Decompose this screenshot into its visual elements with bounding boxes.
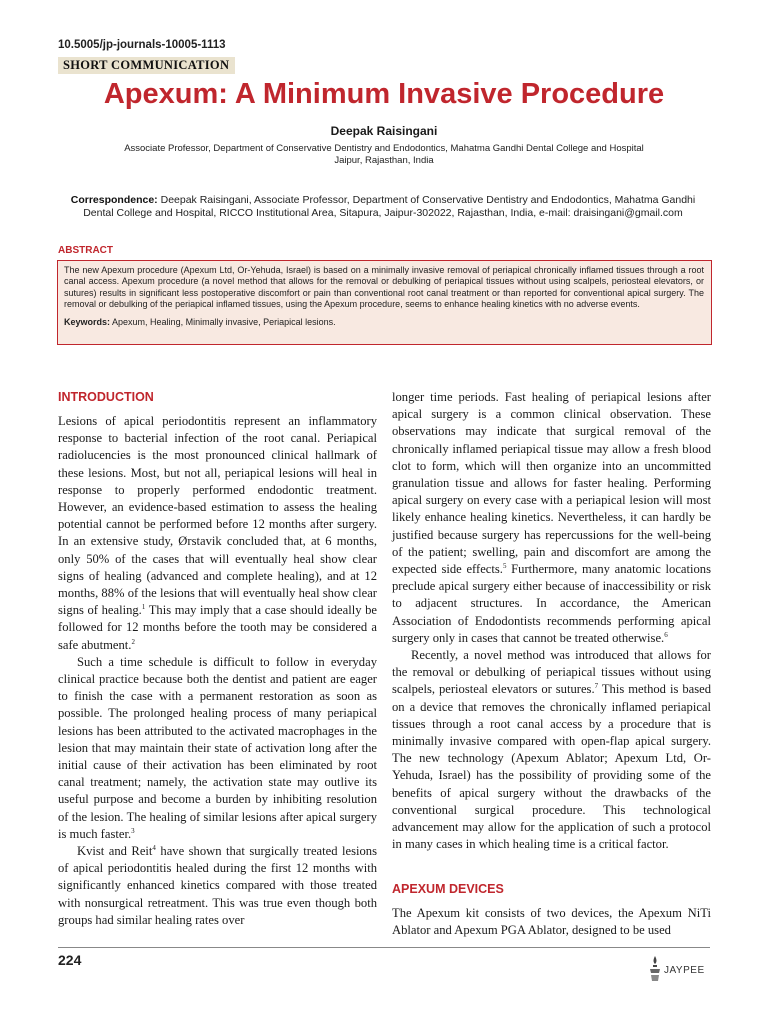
citation: 3	[131, 826, 135, 835]
paragraph: Kvist and Reit$^4$ have shown that surgically treated lesions of apical periodontitis healed during the first 12 months with significantly enhanced kinetics compared with those treated with nonsurgical retreatment. This was true even though both groups had similar healing rates over	[58, 843, 377, 927]
publisher-logo-icon	[648, 955, 662, 983]
abstract-heading: ABSTRACT	[58, 245, 113, 256]
article-title: Apexum: A Minimum Invasive Procedure	[103, 78, 665, 110]
paragraph: Lesions of apical periodontitis represent an inflammatory response to bacterial infection of the root canal. Periapical radiolucencies is the most pronounced clinical hallmark of these lesions. Most, but not all, periapical lesions will heal in response to properly performed endodontic treatment. However, an evidence-based estimation to assess the healing potential cannot be performed before 12 months after surgery. In an extensive study, Ørstavik concluded that, at 6 months, only 50% of the cases that will eventually heal show clear signs of healing (advanced and complete healing), and at 12 months, 88% of the lesions that will eventually heal show clear signs of healing.$^1$ This may imply that a case should ideally be followed for 12 months before the tooth may be considered a safe abutment.$^2$	[58, 414, 377, 652]
citation: 7	[594, 682, 599, 691]
right-column	[392, 389, 711, 853]
affiliation-line: Jaipur, Rajasthan, India	[334, 155, 434, 166]
citation: 4	[152, 843, 156, 852]
affiliation	[60, 143, 708, 167]
correspondence	[56, 194, 710, 220]
abstract-text: The new Apexum procedure (Apexum Ltd, Or-Yehuda, Israel) is based on a minimally invasive removal of periapical chronically inflamed tissues through a root canal access. Apexum procedure (a novel method that allows for the removal or debulking of periapical tissues without using scalpels, periosteal elevators, or sutures) results in significant less postoperative discomfort or pain than conventional root canal treatment or than reported for conventional apical surgery. The removal or debulking of the periapical inflamed tissues, using the Apexum procedure, seems to enhance healing kinetics with no adverse events.	[64, 265, 704, 310]
keywords-label: Keywords:	[64, 316, 111, 327]
citation: 5	[502, 561, 507, 570]
citation: 1	[141, 603, 146, 612]
keywords	[64, 317, 704, 328]
section-heading-apexum-devices: APEXUM DEVICES	[392, 882, 504, 896]
footer-divider	[58, 947, 710, 948]
paragraph: Such a time schedule is difficult to follow in everyday clinical practice because both the dentist and patient are eager to finish the case with a permanent restoration as soon as possible. The prolonged healing process of many periapical lesions has been attributed to the activated macrophages in the lesion that may maintain their state of activation long after the initial cause of their activation has been eliminated by root canal treatment; namely, the activation state may outlive its useful purpose and become a burden by inhibiting resolution of the lesion. The healing of similar lesions after apical surgery is much faster.$^3$	[58, 654, 377, 841]
affiliation-line: Associate Professor, Department of Conservative Dentistry and Endodontics, Mahatma Gandhi Dental College and Hospital	[124, 143, 644, 154]
paragraph: Recently, a novel method was introduced that allows for the removal or debulking of periapical tissues without using scalpels, periosteal elevators or sutures.$^7$ This method is based on a device that removes the chronically inflamed periapical tissues through a root canal access by a procedure that is minimally invasive compared with open-flap apical surgery. The new technology (Apexum Ablator; Apexum Ltd, Or- Yehuda, Israel) has the possibility of providing some of the benefits of apical surgery without the drawbacks of the conventional surgical procedure. This technological advancement may allow for the application of such a protocol in many cases in which healing time is a critical factor.	[392, 648, 711, 852]
correspondence-text: Deepak Raisingani, Associate Professor, Department of Conservative Dentistry and Endodontics, Mahatma Gandhi Dental College and Hospital, RICCO Institutional Area, Sitapura, Jaipur-302022, Rajasthan, India, e-mail: draisingani@gmail.com	[83, 194, 696, 219]
correspondence-label: Correspondence:	[70, 194, 158, 206]
abstract-box	[57, 260, 712, 345]
page-number: 224	[58, 952, 82, 968]
left-column	[58, 413, 377, 929]
keywords-text: Apexum, Healing, Minimally invasive, Periapical lesions.	[112, 316, 336, 327]
citation: 2	[131, 637, 135, 646]
paragraph: The Apexum kit consists of two devices, the Apexum NiTi Ablator and Apexum PGA Ablator, designed to be used	[392, 906, 711, 938]
doi: 10.5005/jp-journals-10005-1113	[58, 39, 226, 51]
right-column-continued	[392, 905, 711, 939]
publisher-name: JAYPEE	[664, 965, 705, 976]
author-name: Deepak Raisingani	[330, 124, 438, 138]
section-heading-introduction: INTRODUCTION	[58, 390, 154, 404]
citation: 6	[664, 630, 668, 639]
article-type-label: SHORT COMMUNICATION	[58, 57, 235, 74]
paragraph: longer time periods. Fast healing of periapical lesions after apical surgery is a common clinical observation. These observations may indicate that surgical removal of the chronically inflamed periapical tissue may allow a fresh blood clot to form, which will then organize into an uncommitted granulation tissue and allows for faster healing. Performing apical surgery on every case with a periapical lesion will most likely enhance healing kinetics. Nevertheless, it can hardly be justified because surgery has repercussions for the well-being of the patient; swelling, pain and discomfort are among the expected side effects.$^5$ Furthermore, many anatomic locations preclude apical surgery either because of inaccessibility or risk to adjacent structures. In accordance, the American Association of Endodontists recommends performing apical surgery only in cases that cannot be treated otherwise.$^6$	[392, 390, 712, 645]
